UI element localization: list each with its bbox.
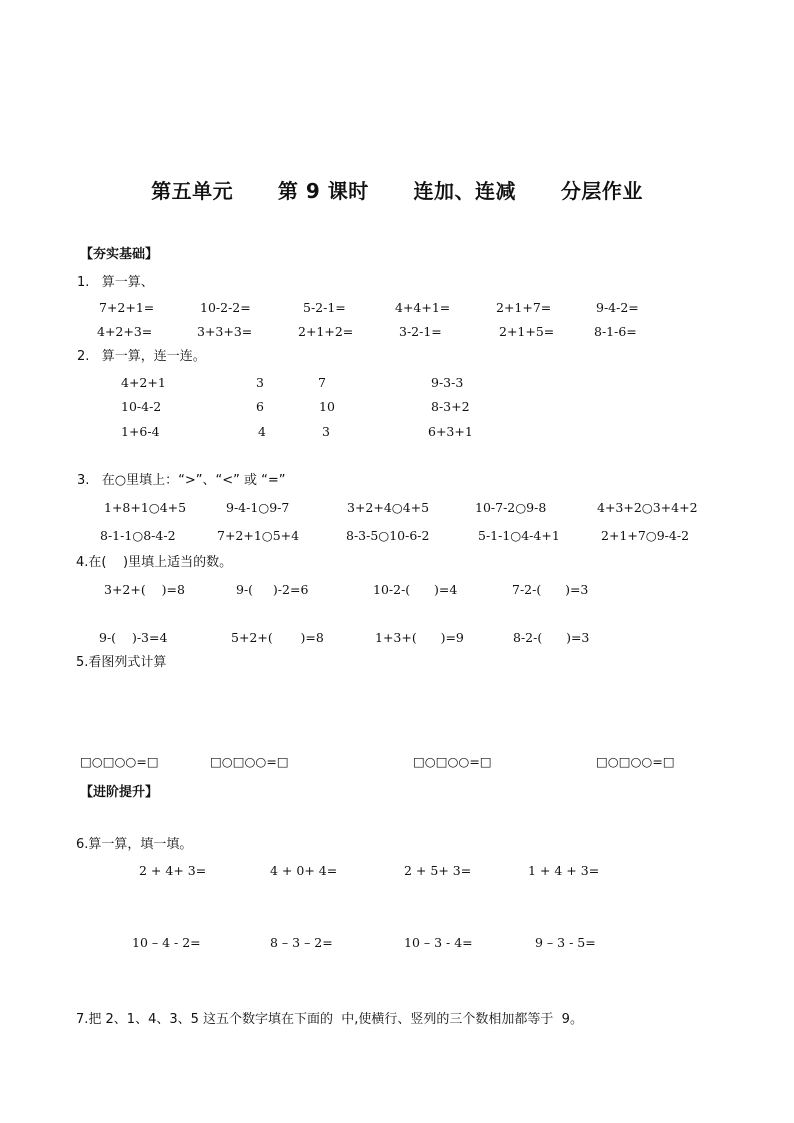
section-heading-basic: 【夯实基础】 — [80, 247, 159, 262]
q1-expr: 2+1+7= — [496, 300, 552, 315]
q1-expr: 7+2+1= — [99, 300, 155, 315]
q1-expr: 2+1+5= — [499, 324, 555, 339]
q3-compare: 1+8+1○4+5 — [104, 500, 187, 515]
q5-equation-template: □○□○○=□ — [413, 754, 492, 769]
q1-expr: 3-2-1= — [399, 324, 442, 339]
q6-expr: 1 + 4 + 3= — [528, 863, 600, 878]
q2-left-expr: 1+6-4 — [121, 424, 160, 439]
q2-answer: 7 — [318, 375, 326, 390]
q6-expr: 4 + 0+ 4= — [270, 863, 338, 878]
q6-label: 6.算一算，填一填。 — [76, 837, 193, 852]
q1-expr: 8-1-6= — [594, 324, 637, 339]
q3-compare: 8-1-1○8-4-2 — [100, 528, 176, 543]
q6-expr: 2 + 5+ 3= — [404, 863, 472, 878]
q6-expr: 10 – 4 - 2= — [132, 935, 201, 950]
q2-answer: 4 — [258, 424, 266, 439]
q5-label: 5.看图列式计算 — [76, 655, 167, 670]
q4-fill-blank: 9-( )-3=4 — [99, 630, 168, 645]
q5-equation-template: □○□○○=□ — [80, 754, 159, 769]
q2-label: 2. 算一算，连一连。 — [77, 349, 206, 364]
q1-label: 1. 算一算、 — [77, 275, 154, 290]
q1-expr: 2+1+2= — [298, 324, 354, 339]
q5-equation-template: □○□○○=□ — [596, 754, 675, 769]
q4-fill-blank: 10-2-( )=4 — [373, 582, 458, 597]
q3-compare: 3+2+4○4+5 — [347, 500, 430, 515]
q1-expr: 4+4+1= — [395, 300, 451, 315]
q3-compare: 5-1-1○4-4+1 — [478, 528, 560, 543]
q2-right-expr: 6+3+1 — [428, 424, 473, 439]
q4-fill-blank: 5+2+( )=8 — [231, 630, 324, 645]
q7-label: 7.把 2、1、4、3、5 这五个数字填在下面的 中,使横行、竖列的三个数相加都等于 9。 — [76, 1012, 583, 1027]
q6-expr: 8 – 3 – 2= — [270, 935, 333, 950]
q6-expr: 10 – 3 - 4= — [404, 935, 473, 950]
q3-compare: 9-4-1○9-7 — [226, 500, 290, 515]
q4-fill-blank: 3+2+( )=8 — [104, 582, 185, 597]
q4-fill-blank: 8-2-( )=3 — [513, 630, 590, 645]
q4-fill-blank: 1+3+( )=9 — [375, 630, 464, 645]
section-heading-advanced: 【进阶提升】 — [80, 785, 159, 800]
q2-right-expr: 9-3-3 — [431, 375, 464, 390]
q1-expr: 9-4-2= — [596, 300, 639, 315]
q4-label: 4.在( )里填上适当的数。 — [76, 555, 233, 570]
page-title: 第五单元 第 9 课时 连加、连减 分层作业 — [151, 179, 643, 203]
q3-compare: 2+1+7○9-4-2 — [601, 528, 690, 543]
q4-fill-blank: 9-( )-2=6 — [236, 582, 309, 597]
q4-fill-blank: 7-2-( )=3 — [512, 582, 589, 597]
q2-right-expr: 8-3+2 — [431, 399, 470, 414]
q5-equation-template: □○□○○=□ — [210, 754, 289, 769]
q1-expr: 10-2-2= — [200, 300, 251, 315]
q2-answer: 3 — [256, 375, 264, 390]
q2-answer: 3 — [322, 424, 330, 439]
q2-left-expr: 4+2+1 — [121, 375, 166, 390]
q3-label: 3. 在○里填上：“>”、“<” 或 “=” — [77, 473, 286, 488]
q2-left-expr: 10-4-2 — [121, 399, 162, 414]
q1-expr: 5-2-1= — [303, 300, 346, 315]
q2-answer: 10 — [319, 399, 335, 414]
q6-expr: 9 – 3 - 5= — [535, 935, 596, 950]
q3-compare: 10-7-2○9-8 — [475, 500, 547, 515]
q2-answer: 6 — [256, 399, 264, 414]
q3-compare: 7+2+1○5+4 — [217, 528, 300, 543]
q1-expr: 3+3+3= — [197, 324, 253, 339]
q3-compare: 4+3+2○3+4+2 — [597, 500, 698, 515]
q1-expr: 4+2+3= — [97, 324, 153, 339]
q6-expr: 2 + 4+ 3= — [139, 863, 207, 878]
q3-compare: 8-3-5○10-6-2 — [346, 528, 430, 543]
